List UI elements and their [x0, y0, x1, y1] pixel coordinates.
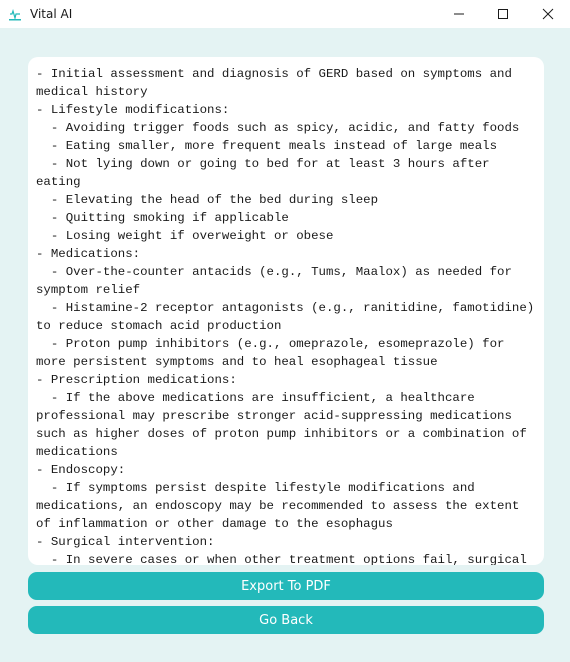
- window-title: Vital AI: [30, 7, 73, 21]
- minimize-icon: [453, 5, 465, 24]
- close-button[interactable]: [525, 0, 570, 28]
- maximize-button[interactable]: [480, 0, 526, 28]
- go-back-button[interactable]: Go Back: [28, 606, 544, 634]
- close-icon: [542, 5, 554, 24]
- maximize-icon: [497, 5, 509, 24]
- export-pdf-button[interactable]: Export To PDF: [28, 572, 544, 600]
- app-logo-icon: [8, 7, 22, 21]
- title-bar[interactable]: [0, 0, 570, 28]
- minimize-button[interactable]: [436, 0, 482, 28]
- treatment-plan-textbox[interactable]: [28, 57, 544, 565]
- treatment-plan-text: - Initial assessment and diagnosis of GERD based on symptoms and medical history - Lifestyle modifications: - Avoiding trigger foods such as spicy, acidic, and fatty foods - Eating smaller, more frequent meals instead of large meals - Not lying down or going to bed for at least 3 hours after eating - Elevating the head of the bed during sleep - Quitting smoking if applicable - Losing weight if overweight or obese - Medications: - Over-the-counter antacids (e.g., Tums, Maalox) as needed for symptom relief - Histamine-2 receptor antagonists (e.g., ranitidine, famotidine) to reduce stomach acid production - Proton pump inhibitors (e.g., omeprazole, esomeprazole) for more persistent symptoms and to heal esophageal tissue - Prescription medications: - If the above medications are insufficient, a healthcare professional may prescribe stronger acid-suppressing medications such as higher doses of proton pump inhibitors or a combination of medications - Endoscopy: - If symptoms persist despite lifestyle modifications and medications, an endoscopy may be recommended to assess the extent of inflammation or other damage to the esophagus - Surgical intervention: - In severe cases or when other treatment options fail, surgical: [36, 67, 535, 565]
